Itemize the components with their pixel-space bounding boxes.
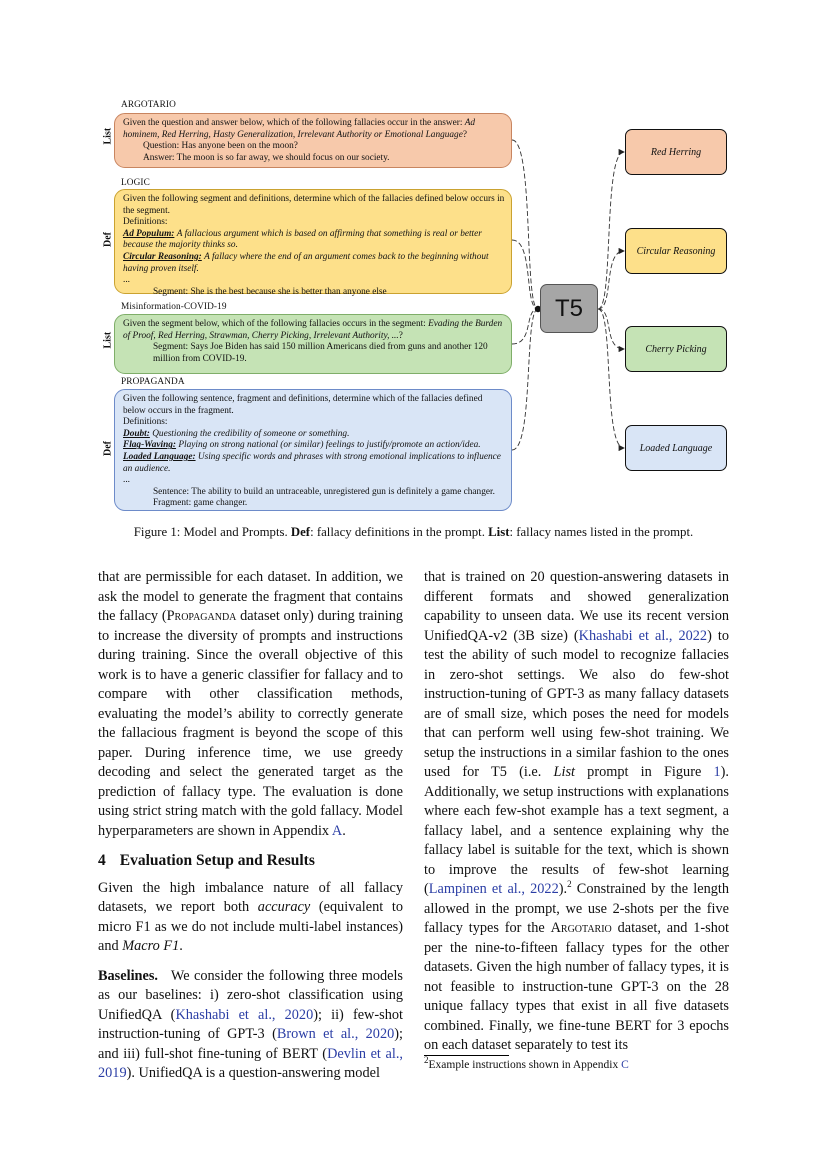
prompt-answer: Answer: The moon is so far away, we should focus on our society.	[143, 152, 390, 163]
side-label-covid: List	[102, 331, 114, 349]
ellipsis: ...	[123, 275, 130, 286]
prompt-line: Given the following segment and definitions, determine which of the fallacies defined below occurs in the segment.	[123, 194, 505, 216]
ellipsis: ...	[123, 475, 130, 486]
definition-loaded-language: Loaded Language: Using specific words and phrases with strong emotional implications to influence an audience.	[123, 451, 501, 474]
output-circular-reasoning: Circular Reasoning	[625, 228, 727, 274]
section-label-argotario: ARGOTARIO	[121, 100, 176, 110]
footnote: $^2$Example instructions shown in Appendix C	[424, 1055, 629, 1071]
definition-flag-waving: Flag-Waving: Playing on strong national (or similar) feelings to justify/promote an action/idea.	[123, 440, 481, 451]
right-column	[424, 568, 729, 1056]
definition-ad-populum: Ad Populum: A fallacious argument which is based on affirming that something is real or better because the majority thinks so.	[123, 228, 482, 251]
definition-circular-reasoning: Circular Reasoning: A fallacy where the end of an argument comes back to the beginning without having proven itself.	[123, 251, 489, 274]
section-number: 4	[98, 852, 106, 869]
prompt-box-covid	[114, 314, 512, 374]
definitions-label: Definitions:	[123, 417, 168, 428]
side-label-argotario: List	[102, 127, 114, 145]
section-heading	[98, 851, 403, 871]
output-red-herring: Red Herring	[625, 129, 727, 175]
section-label-propaganda: PROPAGANDA	[121, 377, 185, 387]
section-label-logic: LOGIC	[121, 178, 150, 188]
model-t5-box: T5	[540, 284, 598, 333]
output-connector	[598, 152, 624, 309]
input-connector	[512, 140, 538, 309]
output-loaded-language: Loaded Language	[625, 425, 727, 471]
left-column	[98, 568, 403, 1084]
output-connector	[598, 309, 624, 448]
prompt-box-logic	[114, 189, 512, 297]
prompt-segment: Segment: Says Joe Biden has said 150 million Americans died from guns and another 120 million from COVID-19.	[153, 342, 488, 364]
prompt-line: Given the following sentence, fragment and definitions, determine which of the fallacies defined below occurs in the fragment.	[123, 394, 483, 416]
definition-doubt: Doubt: Questioning the credibility of someone or something.	[123, 428, 350, 439]
input-connector	[512, 309, 538, 450]
prompt-line: Given the segment below, which of the following fallacies occurs in the segment: Evading the Burden of Proof, Red Herring, Strawman, Cherry Picking, Irrelevant Authority, ...?	[123, 319, 503, 341]
figure-1	[0, 0, 827, 520]
definitions-label: Definitions:	[123, 217, 168, 228]
prompt-line: Given the question and answer below, which of the following fallacies occur in the answer: Ad hominem, Red Herring, Hasty Generalization, Irrelevant Authority or Emotional Language?	[123, 118, 476, 140]
prompt-fragment: Fragment: game changer.	[153, 498, 248, 509]
figure-caption: Figure 1: Model and Prompts. Def: fallacy definitions in the prompt. List: fallacy names listed in the prompt.	[133, 525, 694, 539]
paragraph-baselines: Baselines. We consider the following three models as our baselines: i) zero-shot classification using UnifiedQA (Khashabi et al., 2020); ii) few-shot instruction-tuning of GPT-3 (Brown et al., 2020); and iii) full-shot fine-tuning of BERT (Devlin et al., 2019). UnifiedQA is a question-answering model	[98, 967, 403, 1081]
prompt-segment: Segment: She is the best because she is better than anyone else	[153, 286, 387, 297]
section-label-covid: Misinformation-COVID-19	[121, 302, 227, 312]
footnote-rule	[424, 1055, 509, 1056]
prompt-box-argotario	[114, 113, 512, 168]
side-label-propaganda: Def	[102, 441, 114, 456]
paragraph: that is trained on 20 question-answering datasets in different formats and showed generalization capability to unseen data. We use its recent version UnifiedQA-v2 (3B size) (Khashabi et al., 2022) to test the ability of such model to recognize fallacies in zero-shot settings. We also do few-shot instruction-tuning of GPT-3 as many fallacy datasets are of small size, which poses the need for models that can perform well using few-shot training. We setup the instructions in a similar fashion to the ones used for T5 (i.e. List prompt in Figure 1). Additionally, we setup instructions with explanations where each few-shot example has a text segment, a fallacy label, and a sentence explaining why the fallacy label is suitable for the text, which is shown to improve the results of few-shot learning (Lampinen et al., 2022).$^2$ Constrained by the length allowed in the prompt, we use 2-shots per the five fallacy types for the Argotario dataset, and 1-shot per the nine-to-fifteen fallacy types for the other datasets. Given the high number of fallacy types, it is not feasible to instruction-tune GPT-3 on the 28 unique fallacy types that exist in all five datasets combined. Finally, we fine-tune BERT for 3 epochs on each dataset separately to test its	[424, 569, 730, 1053]
prompt-sentence: Sentence: The ability to build an untraceable, unregistered gun is definitely a game changer.	[153, 486, 495, 497]
output-cherry-picking: Cherry Picking	[625, 326, 727, 372]
output-connector	[598, 309, 624, 349]
section-title: Evaluation Setup and Results	[119, 852, 315, 869]
paragraph: that are permissible for each dataset. In addition, we ask the model to generate the fragment that contains the fallacy (Propaganda dataset only) during training to increase the diversity of prompts and instructions during training. Since the overall objective of this work is to have a generic classifier for fallacy and to compare with other classification methods, evaluating the model’s ability to correctly generate the fallacious fragment is beyond the scope of this paper. During inference time, we use greedy decoding and select the generated target as the prediction of fallacy type. The evaluation is done using strict string match with the gold fallacy. Model hyperparameters are shown in Appendix A.	[98, 569, 403, 839]
side-label-logic: Def	[102, 232, 114, 247]
paragraph: Given the high imbalance nature of all fallacy datasets, we report both accuracy (equivalent to micro F1 as we do not include multi-label instances) and Macro F1.	[98, 879, 403, 954]
prompt-question: Question: Has anyone been on the moon?	[143, 141, 298, 152]
input-connector	[512, 240, 538, 309]
input-connector	[512, 309, 538, 344]
output-connector	[598, 251, 624, 309]
prompt-box-propaganda	[114, 389, 512, 511]
